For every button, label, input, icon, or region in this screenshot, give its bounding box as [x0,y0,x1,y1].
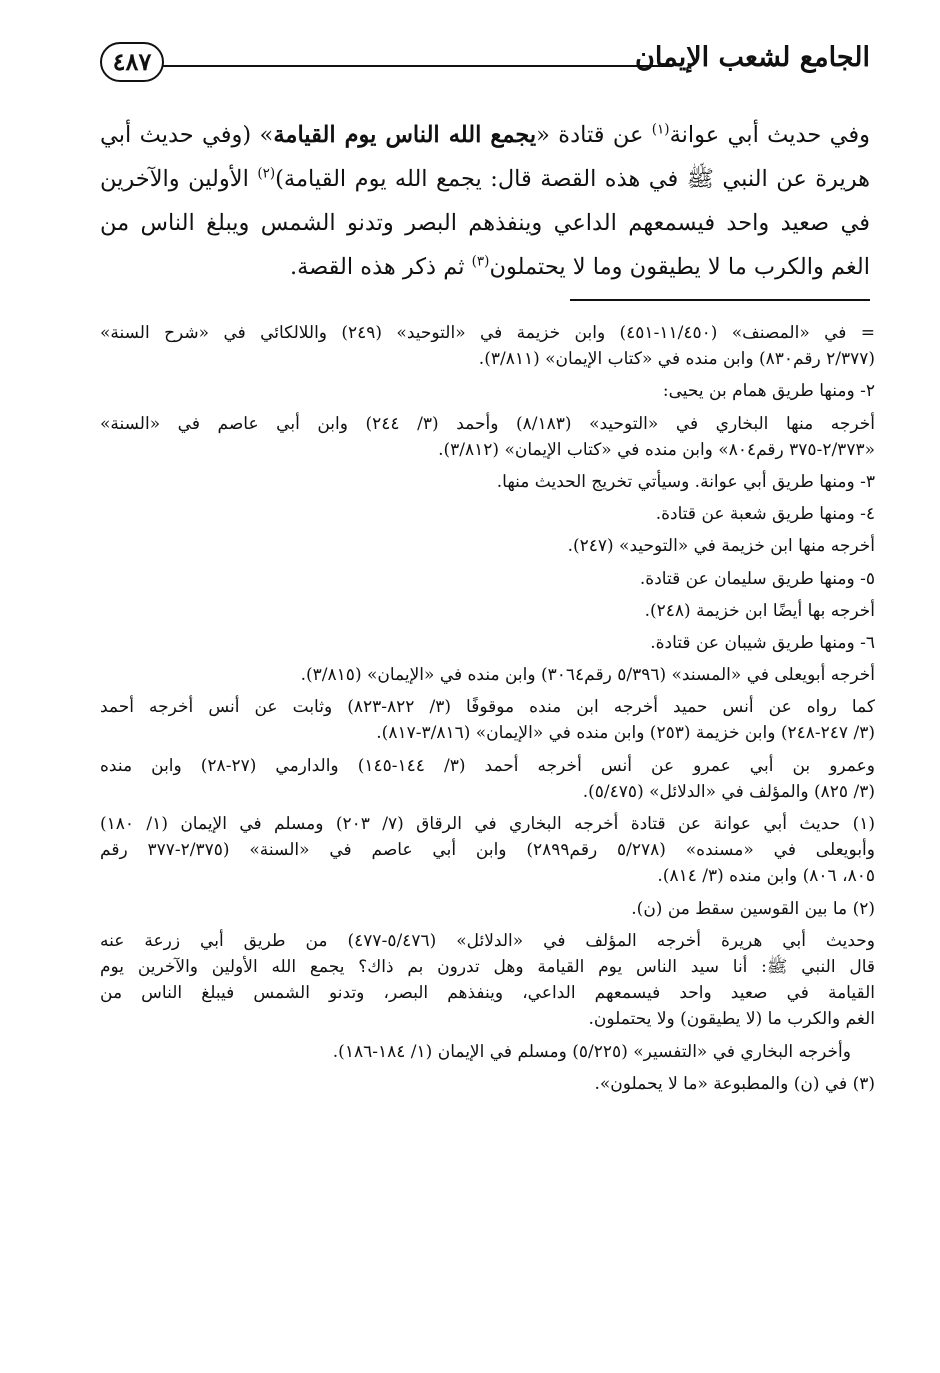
header-rule [162,65,670,67]
page-header [100,38,870,88]
footnote-line: قال النبي ﷺ: أنا سيد الناس يوم القيامة وهل تدرون بم ذاك؟ يجمع الله الأولين والآخرين يوم [100,956,875,977]
footnote-line: كما رواه عن أنس حميد أخرجه ابن منده موقوفًا (٣/ ٨٢٢-٨٢٣) وثابت عن أنس أخرجه أحمد [100,697,875,718]
main-text-segment: ثم ذكر هذه القصة. [289,254,472,280]
footnote-line: القيامة في صعيد واحد فيسمعهم الداعي، وينفذهم البصر، وتدنو الشمس فيبلغ الناس من [100,983,875,1004]
footnote-line: ٢- ومنها طريق همام بن يحيى: [662,381,875,402]
footnote-marker-1: (١) [651,121,670,138]
footnote-line: أخرجه منها ابن خزيمة في «التوحيد» (٢٤٧). [567,536,875,557]
footnote-marker-2: (٢) [257,165,276,182]
footnote-line: (٢) ما بين القوسين سقط من (ن). [631,898,875,919]
footnote-divider [570,299,870,301]
footnote-line: وأبويعلى في «مسنده» (٥/٢٧٨ رقم٢٨٩٩) وابن أبي عاصم في «السنة» (٢/٣٧٥-٣٧٧ رقم [100,840,875,861]
footnote-line: أخرجه منها البخاري في «التوحيد» (٨/١٨٣) وأحمد (٣/ ٢٤٤) وابن أبي عاصم في «السنة» [100,413,875,434]
main-text-segment: الغم والكرب ما لا يطيقون وما لا يحتملون [489,254,870,280]
footnote-line: وعمرو بن أبي عمرو عن أنس أخرجه أحمد (٣/ ١٤٤-١٤٥) والدارمي (٢٧-٢٨) وابن منده [100,755,875,776]
footnote-line: ٨٠٥، ٨٠٦) وابن منده (٣/ ٨١٤). [657,866,875,887]
main-text [100,113,870,289]
footnote-line: (٣/ ٨٢٥) والمؤلف في «الدلائل» (٥/٤٧٥). [582,781,875,802]
footnote-line: وحديث أبي هريرة أخرجه المؤلف في «الدلائل» (٥/٤٧٦-٤٧٧) من طريق أبي زرعة عنه [100,930,875,951]
footnote-line: (٣/ ٢٤٧-٢٤٨) وابن خزيمة (٢٥٣) وابن منده في «الإيمان» (٣/٨١٦-٨١٧). [376,723,875,744]
footnote-line: وأخرجه البخاري في «التفسير» (٥/٢٢٥) ومسلم في الإيمان (١/ ١٨٤-١٨٦). [332,1041,851,1062]
page-number: ٤٨٧ [100,42,164,82]
main-line-1 [100,113,870,157]
main-text-segment: وفي حديث أبي عوانة [669,122,870,148]
footnote-line: الغم والكرب ما (لا يطيقون) ولا يحتملون. [588,1009,875,1030]
footnote-marker-3: (٣) [471,253,490,270]
footnote-line: ٥- ومنها طريق سليمان عن قتادة. [639,568,875,589]
footnotes [100,320,875,1097]
main-text-segment: هريرة عن النبي ﷺ في هذه القصة قال: يجمع الله يوم القيامة) [275,166,871,192]
footnote-line: ٤- ومنها طريق شعبة عن قتادة. [655,504,875,525]
main-line-4 [100,245,870,289]
footnote-line: (٣) في (ن) والمطبوعة «ما لا يحملون». [594,1073,875,1094]
footnote-line: ٣- ومنها طريق أبي عوانة. وسيأتي تخريج الحديث منها. [496,471,875,492]
footnote-line: (١) حديث أبي عوانة عن قتادة أخرجه البخاري في الرقاق (٧/ ٢٠٣) ومسلم في الإيمان (١/ ١٨٠) [100,814,875,834]
footnote-line: أخرجه أبويعلى في «المسند» (٥/٣٩٦ رقم٣٠٦٤) وابن منده في «الإيمان» (٣/٨١٥). [300,665,875,686]
footnote-line: «٢/٣٧٣-٣٧٥ رقم٨٠٤» وابن منده في «كتاب الإيمان» (٣/٨١٢). [438,439,875,460]
main-text-segment: الأولين والآخرين [100,166,258,192]
bold-quote: يجمع الله الناس يوم القيامة [273,122,537,148]
main-line-2 [100,157,870,201]
footnote-line: (٢/٣٧٧ رقم٨٣٠) وابن منده في «كتاب الإيمان» (٣/٨١١). [478,349,875,370]
footnote-line: = في «المصنف» (١١/٤٥٠-٤٥١) وابن خزيمة في «التوحيد» (٢٤٩) واللالكائي في «شرح السنة» [100,323,875,343]
running-title: الجامع لشعب الإيمان [635,42,870,73]
main-line-3: في صعيد واحد فيسمعهم الداعي وينفذهم البصر وتدنو الشمس ويبلغ الناس من [100,210,870,236]
footnote-line: أخرجه بها أيضًا ابن خزيمة (٢٤٨). [644,600,875,621]
footnote-line: ٦- ومنها طريق شيبان عن قتادة. [650,632,875,653]
main-text-segment: عن قتادة « [536,122,652,148]
main-text-segment: » (وفي حديث أبي [100,122,274,148]
